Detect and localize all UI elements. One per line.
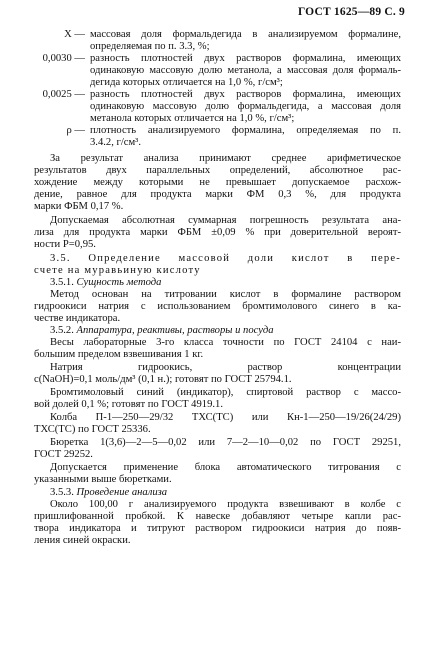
paragraph-error: лиза для продукта марки ФБМ ±0,09 % при доверительной вероят- [34,227,401,238]
paragraph-error: Допускаемая абсолютная суммарная погрешность результата ана- [50,215,401,226]
procedure-text: Около 100,00 г анализируемого продукта взвешивают в колбе с [50,499,401,510]
equipment-text: Натрия гидроокись, раствор концентрации [50,362,401,373]
section-heading: 3.5. Определение массовой доли кислот в пере- [50,253,401,264]
method-text: честве индикатора. [34,313,121,324]
definition-text: дегида которых отличается на 1,0 %, г/см³; [90,77,283,88]
definition-text: массовая доля формальдегида в анализируемом формалине, [90,29,401,40]
section-heading: счете на муравьиную кислоту [34,265,201,276]
equipment-text: ТХС(ТС) по ГОСТ 25336. [34,424,151,435]
procedure-text: пришлифованной пробкой. К навеске добавляют четыре капли рас- [34,511,401,522]
procedure-text: ления синей окраски. [34,535,131,546]
page-header: ГОСТ 1625—89 С. 9 [297,6,405,18]
subsection-title: 3.5.3. Проведение анализа [50,487,168,498]
paragraph-error: ности P=0,95. [34,239,96,250]
equipment-text: Колба П-1—250—29/32 ТХС(ТС) или Кн-1—250—19/26(24/29) [50,412,401,423]
definition-symbol: X — [64,29,85,40]
equipment-text: Бромтимоловый синий (индикатор), спиртовой раствор с массо- [50,387,401,398]
equipment-text: c(NaOH)=0,1 моль/дм³ (0,1 н.); готовят по ГОСТ 25794.1. [34,374,292,385]
equipment-text: Весы лабораторные 3-го класса точности по ГОСТ 24104 с наи- [50,337,401,348]
definition-text: разность плотностей двух растворов формалина, имеющих [90,89,401,100]
definition-text: разность плотностей двух растворов формалина, имеющих [90,53,401,64]
definition-text: метанола которых отличается на 1,0 %, г/см³; [90,113,295,124]
method-text: Метод основан на титровании кислот в формалине раствором [50,289,401,300]
paragraph-result: За результат анализа принимают среднее арифметическое [50,153,401,164]
method-text: гидроокиси натрия с использованием бромтимолового синего в ка- [34,301,401,312]
equipment-text: вой долей 0,1 %; готовят по ГОСТ 4919.1. [34,399,223,410]
definition-text: 3.4.2, г/см³. [90,137,142,148]
definition-symbol: 0,0025 — [42,89,85,100]
equipment-text: большим пределом взвешивания 1 кг. [34,349,204,360]
paragraph-result: хождение между которыми не превышает допускаемое расхож- [34,177,401,188]
paragraph-result: дение, равное для продукта марки ФМ 0,3 %, для продукта [34,189,401,200]
procedure-text: твора индикатора и титруют раствором гидроокиси натрия до появ- [34,523,401,534]
equipment-text: Бюретка 1(3,6)—2—5—0,02 или 7—2—10—0,02 по ГОСТ 29251, [50,437,401,448]
definition-symbol: ρ — [66,125,85,136]
equipment-text: Допускается применение блока автоматического титрования с [50,462,401,473]
definition-text: плотность анализируемого формалина, определяемая по п. [90,125,401,136]
subsection-title: 3.5.1. Сущность метода [50,277,162,288]
definition-text: определяемая по п. 3.3, %; [90,41,210,52]
definition-symbol: 0,0030 — [42,53,85,64]
equipment-text: ГОСТ 29252. [34,449,93,460]
definition-text: одинаковую массовую долю метанола, а массовая доля формаль- [90,65,401,76]
paragraph-result: марки ФБМ 0,17 %. [34,201,124,212]
definition-text: одинаковую массовую долю формальдегида, а массовая доля [90,101,401,112]
equipment-text: указанными выше бюретками. [34,474,172,485]
paragraph-result: результатов двух параллельных определений, абсолютное рас- [34,165,401,176]
subsection-title: 3.5.2. Аппаратура, реактивы, растворы и посуда [50,325,274,336]
